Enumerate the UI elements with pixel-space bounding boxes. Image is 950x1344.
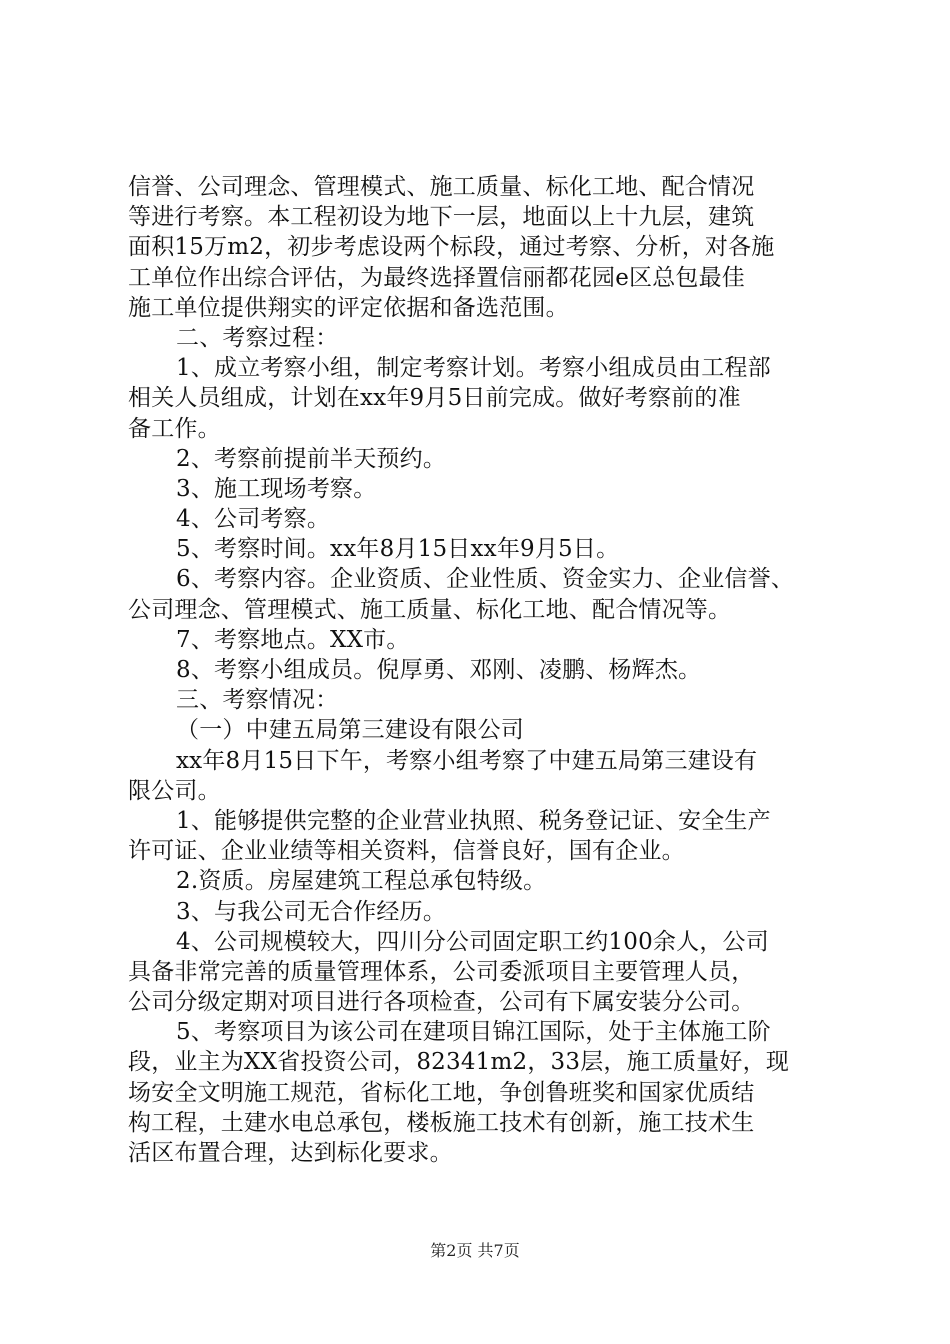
text-line: 2.资质。房屋建筑工程总承包特级。	[176, 868, 547, 895]
text-line: 7、考察地点。XX市。	[176, 626, 410, 653]
text-line: 5、考察项目为该公司在建项目锦江国际，处于主体施工阶	[176, 1019, 771, 1046]
text-line: 公司分级定期对项目进行各项检查，公司有下属安装分公司。	[128, 989, 755, 1016]
text-line: xx年8月15日下午，考察小组考察了中建五局第三建设有	[176, 747, 758, 774]
text-line: 二、考察过程：	[176, 324, 339, 351]
text-line: 场安全文明施工规范，省标化工地，争创鲁班奖和国家优质结	[128, 1079, 755, 1106]
text-line: 等进行考察。本工程初设为地下一层，地面以上十九层，建筑	[128, 204, 755, 231]
text-line: 限公司。	[128, 777, 221, 804]
text-line: 许可证、企业业绩等相关资料，信誉良好，国有企业。	[128, 838, 685, 865]
text-line: 4、公司规模较大，四川分公司固定职工约100余人，公司	[176, 928, 769, 955]
text-line: 6、考察内容。企业资质、企业性质、资金实力、企业信誉、	[176, 566, 795, 593]
text-line: 3、施工现场考察。	[176, 475, 377, 502]
text-line: 施工单位提供翔实的评定依据和备选范围。	[128, 294, 569, 321]
text-line: 构工程，土建水电总承包，楼板施工技术有创新，施工技术生	[128, 1109, 755, 1136]
document-body	[128, 172, 828, 1168]
text-line: 活区布置合理，达到标化要求。	[128, 1140, 453, 1166]
text-line: 8、考察小组成员。倪厚勇、邓刚、凌鹏、杨辉杰。	[176, 657, 702, 683]
text-line: 1、能够提供完整的企业营业执照、税务登记证、安全生产	[176, 807, 771, 834]
text-line: 1、成立考察小组，制定考察计划。考察小组成员由工程部	[176, 355, 771, 382]
text-line: 段，业主为XX省投资公司，82341m2，33层，施工质量好，现	[128, 1049, 790, 1076]
text-line: 面积15万m2，初步考虑设两个标段，通过考察、分析，对各施	[128, 234, 775, 261]
text-line: 备工作。	[128, 415, 221, 442]
text-line: （一）中建五局第三建设有限公司	[176, 717, 524, 744]
text-line: 2、考察前提前半天预约。	[176, 445, 447, 472]
text-line: 信誉、公司理念、管理模式、施工质量、标化工地、配合情况	[128, 174, 755, 200]
text-line: 工单位作出综合评估，为最终选择置信丽都花园e区总包最佳	[128, 264, 746, 291]
page-footer: 第2页 共7页	[430, 1241, 520, 1260]
text-line: 3、与我公司无合作经历。	[176, 898, 447, 925]
text-line: 相关人员组成，计划在xx年9月5日前完成。做好考察前的准	[128, 385, 741, 412]
text-line: 三、考察情况：	[176, 687, 339, 714]
text-line: 5、考察时间。xx年8月15日xx年9月5日。	[176, 536, 620, 563]
text-line: 公司理念、管理模式、施工质量、标化工地、配合情况等。	[128, 596, 732, 623]
text-line: 具备非常完善的质量管理体系，公司委派项目主要管理人员，	[128, 958, 755, 985]
text-line: 4、公司考察。	[176, 506, 331, 533]
